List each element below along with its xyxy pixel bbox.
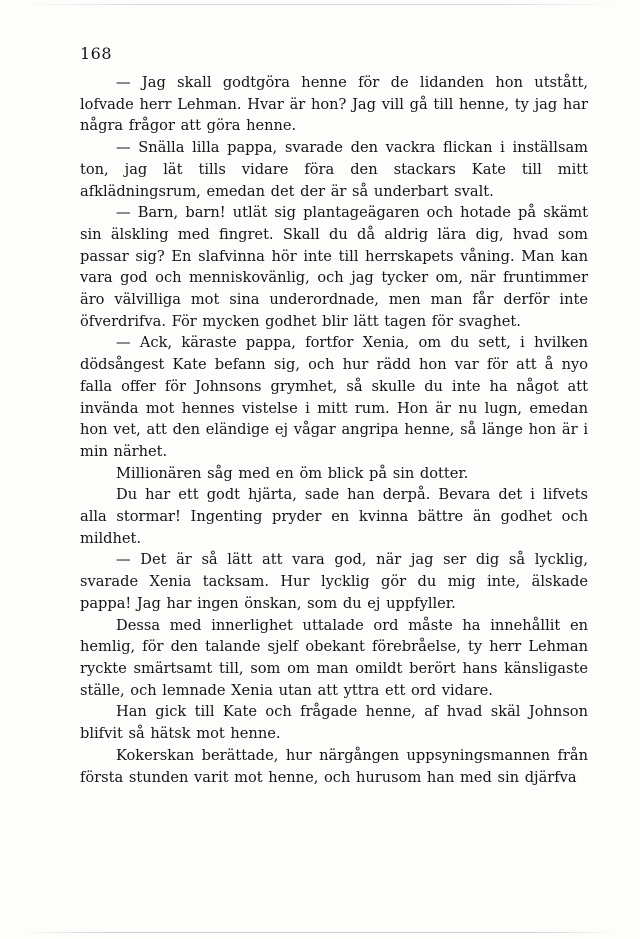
- scan-edge-bottom: [20, 932, 620, 933]
- paragraph: — Jag skall godtgöra henne för de lidanden hon utstått, lofvade herr Lehman. Hvar är hon? Jag vill gå till henne, ty jag har några frågor att göra henne.: [80, 74, 588, 135]
- paragraph: Han gick till Kate och frågade henne, af hvad skäl Johnson blifvit så hätsk mot henne.: [80, 703, 588, 743]
- paragraph: Millionären såg med en öm blick på sin dotter.: [116, 464, 469, 482]
- paragraph: Kokerskan berättade, hur närgången uppsyningsmannen från första stunden varit mot henne, och hurusom han med sin djärfva: [80, 746, 588, 786]
- paragraph: Du har ett godt hjärta, sade han derpå. Bevara det i lifvets alla stormar! Ingenting pryder en kvinna bättre än godhet och mildhet.: [80, 486, 588, 547]
- paragraph: — Barn, barn! utlät sig plantageägaren och hotade på skämt sin älskling med fingret. Skall du då aldrig lära dig, hvad som passar sig? En slafvinna hör inte till herrskapets våning. Man kan vara god och menniskovänlig, och jag tycker om, när fruntimmer äro välvilliga mot sina underordnade, men man får derför inte öfverdrifva. För mycken godhet blir lätt tagen för svaghet.: [80, 204, 588, 330]
- paragraph: — Det är så lätt att vara god, när jag ser dig så lycklig, svarade Xenia tacksam. Hur lycklig gör du mig inte, älskade pappa! Jag har ingen önskan, som du ej uppfyller.: [80, 551, 588, 612]
- paragraph: — Snälla lilla pappa, svarade den vackra flickan i inställsam ton, jag lät tills vidare föra den stackars Kate till mitt afklädningsrum, emedan det der är så underbart svalt.: [80, 139, 588, 200]
- page-number: 168: [80, 44, 113, 63]
- scan-edge-top: [20, 4, 620, 5]
- body-text: [80, 72, 588, 788]
- paragraph: — Ack, käraste pappa, fortfor Xenia, om du sett, i hvilken dödsångest Kate befann sig, och hur rädd hon var för att å nyo falla offer för Johnsons grymhet, så skulle du inte ha något att invända mot hennes vistelse i mitt rum. Hon är nu lugn, emedan hon vet, att den eländige ej vågar angripa henne, så länge hon är i min närhet.: [80, 334, 588, 460]
- paragraph: Dessa med innerlighet uttalade ord måste ha innehållit en hemlig, för den talande sjelf obekant förebråelse, ty herr Lehman ryckte smärtsamt till, som om man omildt berört hans känsligaste ställe, och lemnade Xenia utan att yttra ett ord vidare.: [80, 616, 588, 699]
